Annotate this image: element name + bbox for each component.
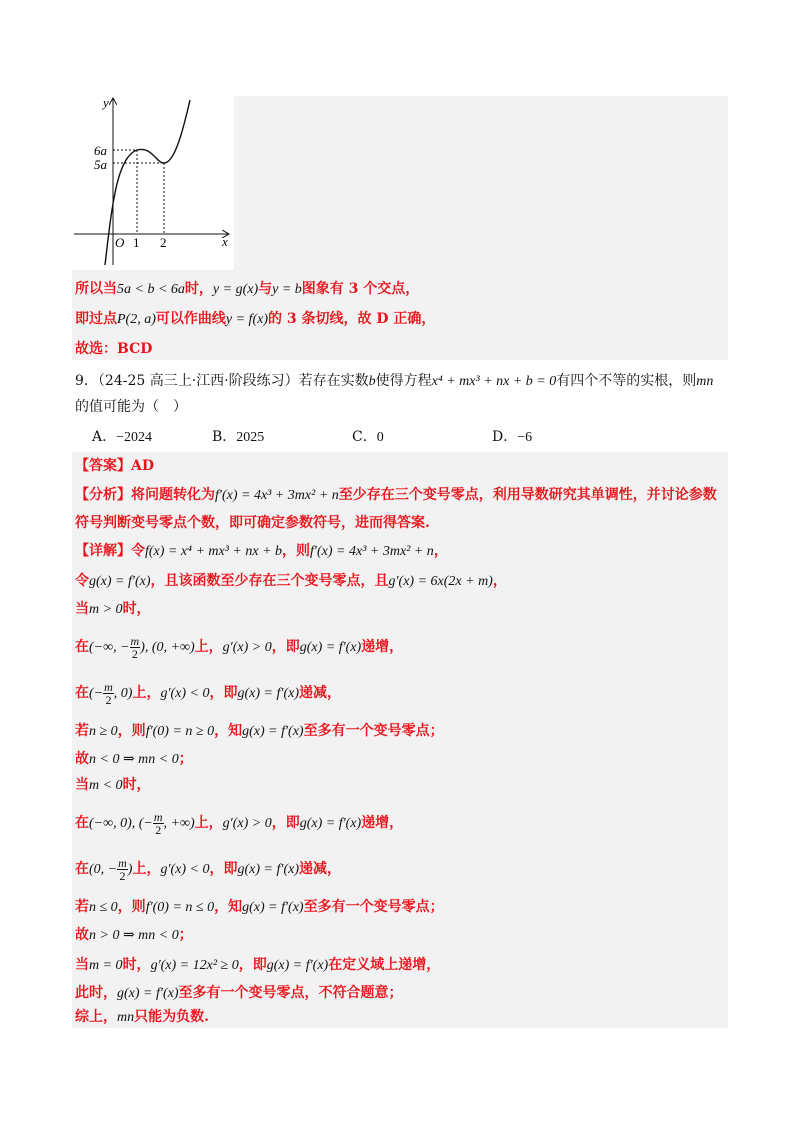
- case3-conclusion: 此时，g(x) = f′(x)至多有一个变号零点，不符合题意；: [75, 985, 403, 1001]
- prev-line-1: 所以当5a < b < 6a时，y = g(x)与y = b图象有 3 个交点，: [75, 281, 420, 297]
- case2-conclusion: 故n > 0 ⇒ mn < 0；: [75, 927, 193, 943]
- case2-increasing: 在(−∞, 0), (− $\frac{m}{2}$ , +∞)上，g′(x) > 0，即g(x) = f′(x)递增，: [75, 809, 404, 837]
- tick-6a-label: 6a: [94, 143, 107, 158]
- analysis-line-1: 【分析】将问题转化为f′(x) = 4x³ + 3mx² + n至少存在三个变号零点，利用导数研究其单调性，并讨论参数: [75, 487, 717, 503]
- case-m-negative: 当m < 0时，: [75, 777, 151, 793]
- prev-final-answer: 故选：BCD: [75, 341, 153, 357]
- case-m-positive: 当m > 0时，: [75, 601, 151, 617]
- analysis-line-2: 符号判断变号零点个数，即可确定参数符号，进而得答案.: [75, 515, 430, 531]
- fraction: $\frac{m}{2}$: [130, 633, 140, 661]
- fraction: $\frac{m}{2}$: [153, 809, 163, 837]
- detail-line-1: 【详解】令f(x) = x⁴ + mx³ + nx + b，则f′(x) = 4x³ + 3mx² + n，: [75, 543, 448, 559]
- case2-decreasing: 在(0, − $\frac{m}{2}$ )上，g′(x) < 0，即g(x) = f′(x)递减，: [75, 855, 341, 883]
- case2-n-nonpositive: 若n ≤ 0，则f′(0) = n ≤ 0，知g(x) = f′(x)至多有一个变号零点；: [75, 899, 444, 915]
- question-9-line-1: 9．（24-25 高三上·江西·阶段练习）若存在实数b使得方程x⁴ + mx³ + nx + b = 0有四个不等的实根，则mn: [75, 373, 714, 389]
- option-a: A．−2024: [92, 429, 153, 445]
- final-conclusion: 综上，mn只能为负数.: [75, 1009, 209, 1025]
- case1-n-nonnegative: 若n ≥ 0，则f′(0) = n ≥ 0，知g(x) = f′(x)至多有一个变号零点；: [75, 723, 444, 739]
- fraction: $\frac{m}{2}$: [104, 679, 113, 707]
- tick-5a-label: 5a: [94, 157, 107, 172]
- option-c: C．0: [352, 429, 384, 445]
- case-m-zero: 当m = 0时，g′(x) = 12x² ≥ 0，即g(x) = f′(x)在定义域上递增，: [75, 957, 441, 973]
- detail-line-2: 令g(x) = f′(x)，且该函数至少存在三个变号零点，且g′(x) = 6x(2x + m)，: [75, 573, 507, 589]
- prev-line-2: 即过点P(2, a)可以作曲线y = f(x)的 3 条切线，故 D 正确，: [75, 311, 436, 327]
- answer-line: 【答案】AD: [75, 458, 155, 474]
- cubic-function-graph: [72, 95, 234, 267]
- tick-2-label: 2: [160, 235, 167, 250]
- question-9-options: [92, 426, 712, 448]
- origin-label: O: [115, 235, 125, 250]
- case1-decreasing: 在(− $\frac{m}{2}$ , 0)上，g′(x) < 0，即g(x) = f′(x)递减，: [75, 679, 341, 707]
- case1-increasing: 在(−∞, − $\frac{m}{2}$ ), (0, +∞)上，g′(x) > 0，即g(x) = f′(x)递增，: [75, 633, 404, 661]
- prev-answer-background: [234, 96, 728, 270]
- y-axis-label: y: [103, 95, 109, 110]
- question-9-line-2: 的值可能为（ ）: [75, 399, 187, 415]
- x-axis-label: x: [222, 234, 228, 249]
- option-b: B．2025: [212, 429, 265, 445]
- fraction: $\frac{m}{2}$: [118, 855, 127, 883]
- option-d: D．−6: [492, 429, 533, 445]
- tick-1-label: 1: [133, 235, 140, 250]
- case1-conclusion: 故n < 0 ⇒ mn < 0；: [75, 751, 193, 767]
